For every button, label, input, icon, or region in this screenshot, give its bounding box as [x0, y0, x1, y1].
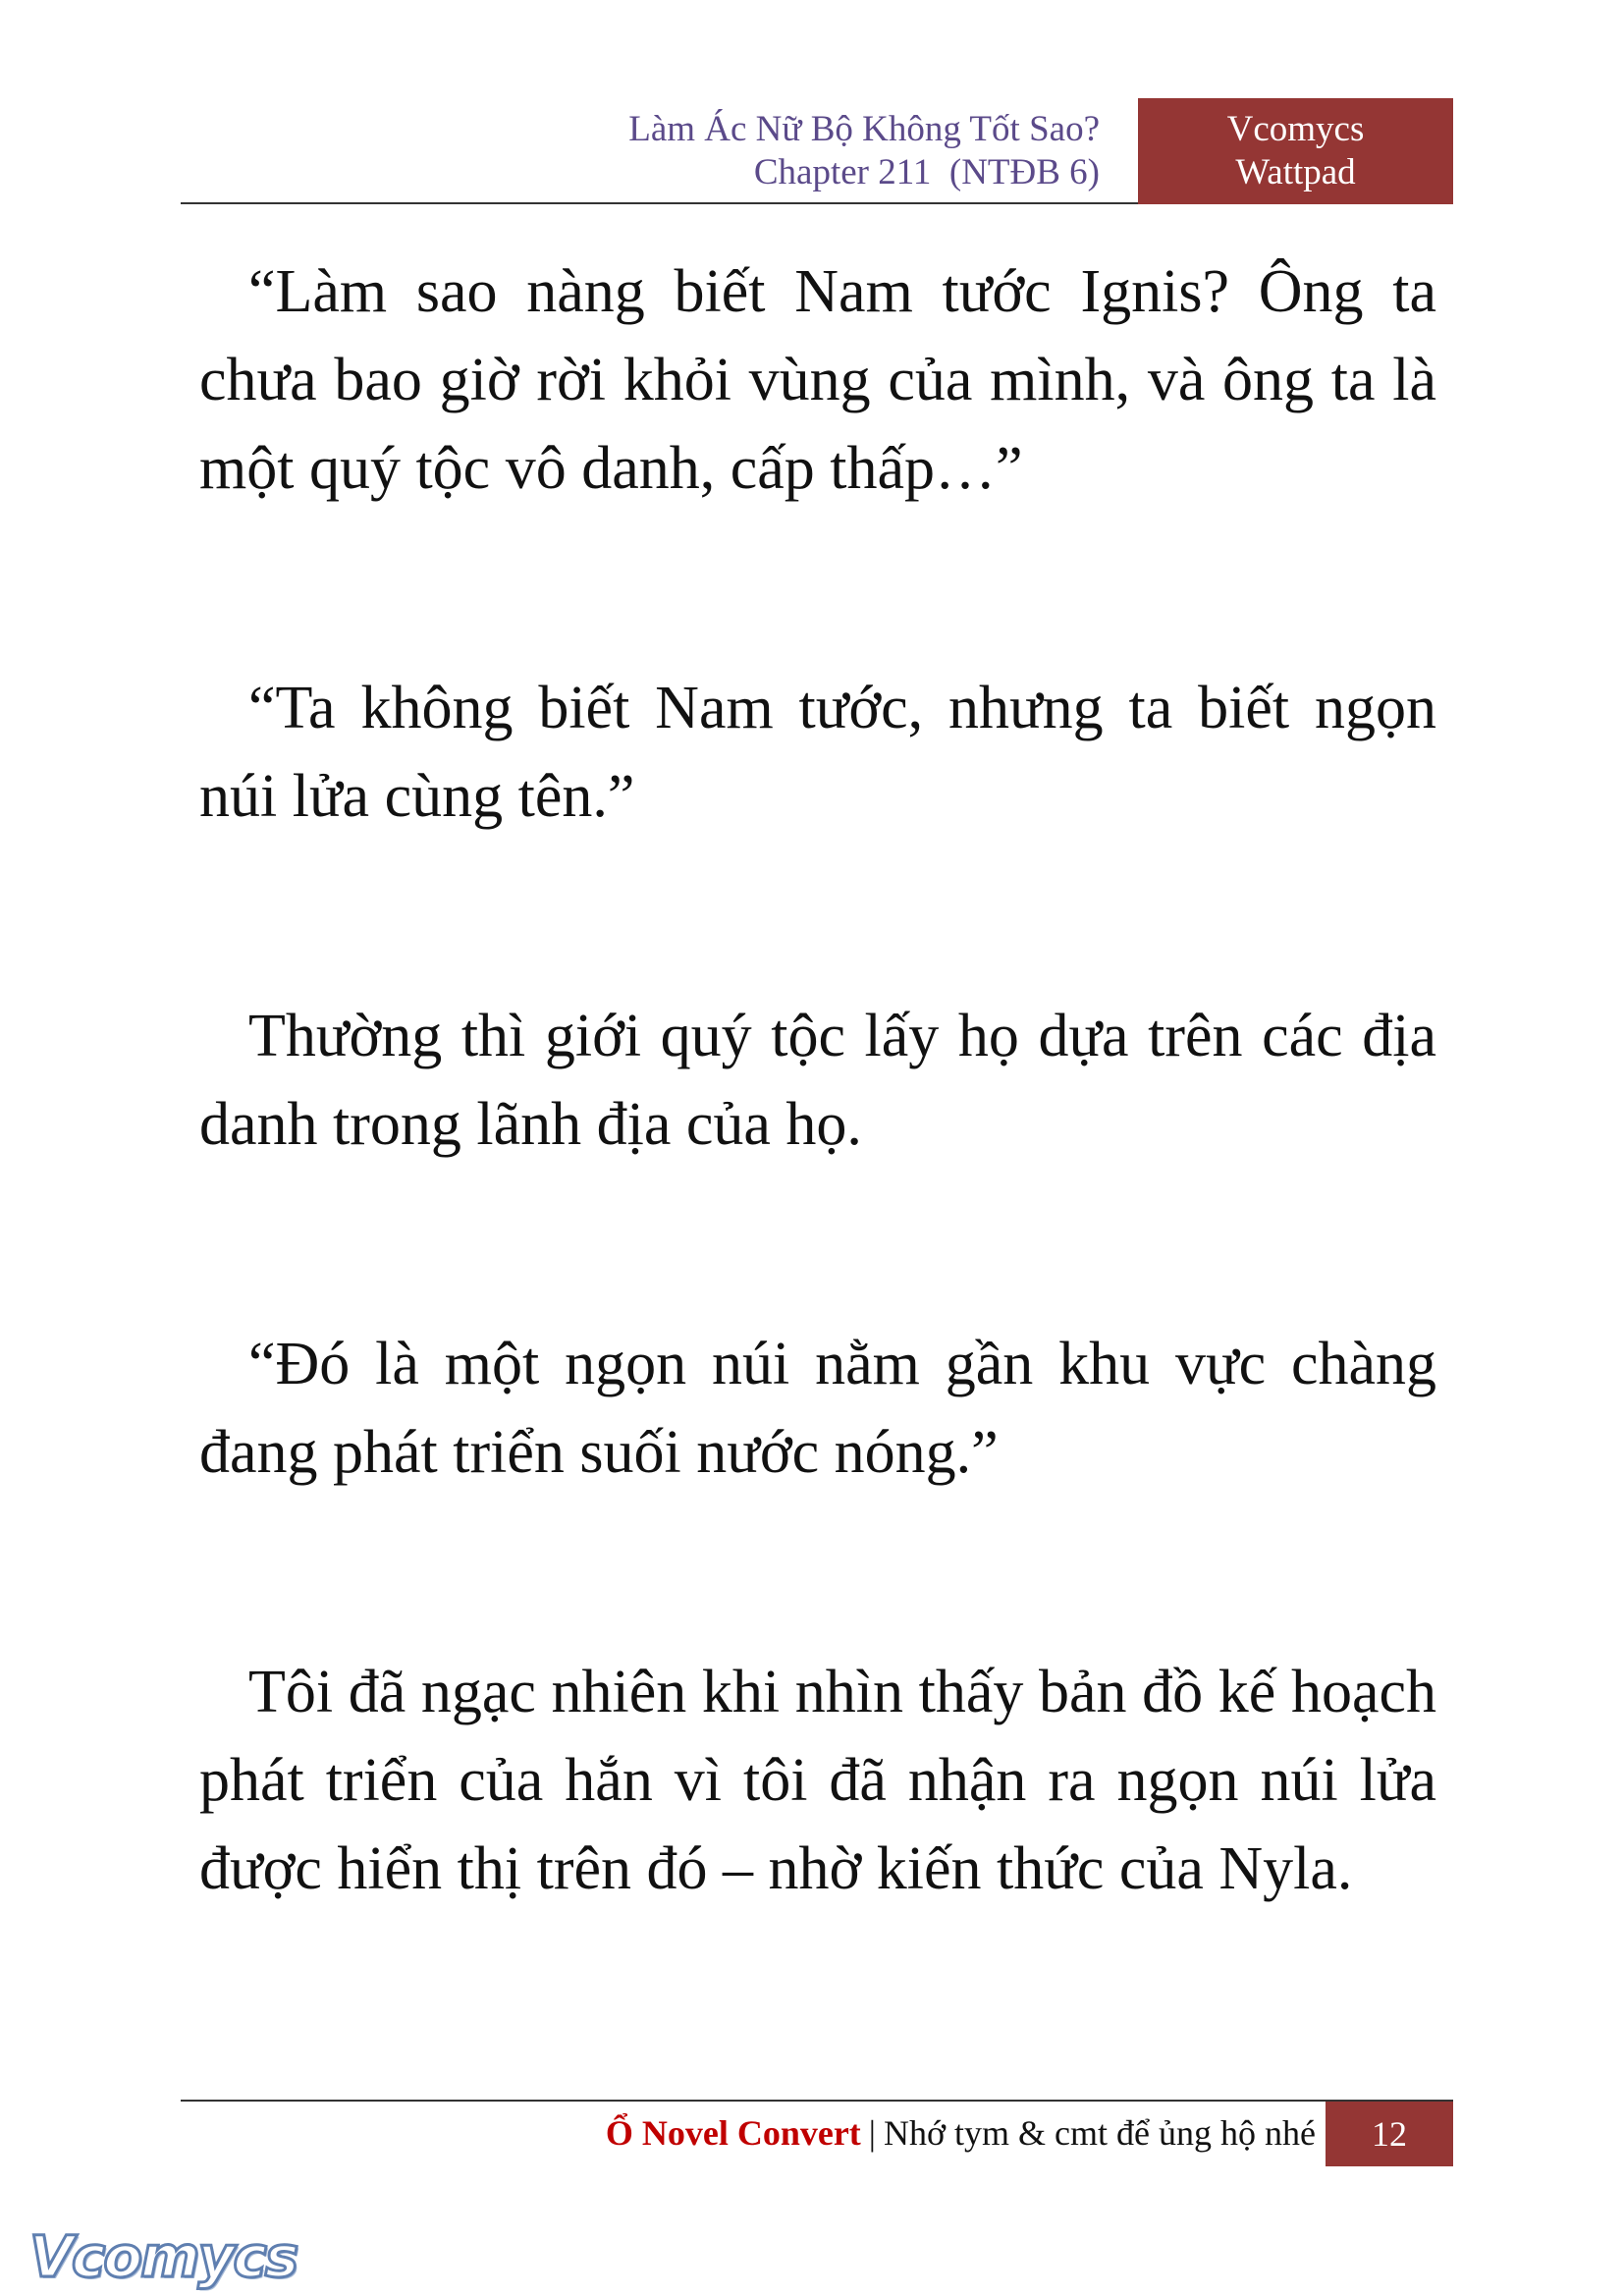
header-divider — [181, 202, 1138, 204]
footer-brand: Ổ Novel Convert — [605, 2113, 861, 2153]
header-titles — [628, 98, 1119, 204]
paragraph-5: Tôi đã ngạc nhiên khi nhìn thấy bản đồ kế hoạch phát triển của hắn vì tôi đã nhận ra ngọn núi lửa được hiển thị trên đó – nhờ kiến thức của Nyla. — [199, 1659, 1436, 1902]
header-box-line2: Wattpad — [1235, 152, 1356, 192]
footer-text — [606, 2100, 1316, 2166]
paragraph-3: Thường thì giới quý tộc lấy họ dựa trên các địa danh trong lãnh địa của họ. — [199, 1003, 1436, 1158]
header-source-box — [1138, 98, 1453, 204]
paragraph-2: “Ta không biết Nam tước, nhưng ta biết ngọn núi lửa cùng tên.” — [199, 675, 1436, 830]
vcomycs-watermark-logo: Vcomycs — [29, 2223, 298, 2290]
footer-note: Nhớ tym & cmt để ủng hộ nhé — [884, 2113, 1316, 2153]
chapter-title: Chapter 211 (NTĐB 6) — [753, 152, 1100, 192]
page-number: 12 — [1326, 2102, 1453, 2166]
page-header — [181, 98, 1453, 204]
footer-separator: | — [868, 2113, 877, 2153]
paragraph-4: “Đó là một ngọn núi nằm gần khu vực chàng đang phát triển suối nước nóng.” — [199, 1331, 1436, 1486]
page-footer — [181, 2100, 1453, 2166]
book-title: Làm Ác Nữ Bộ Không Tốt Sao? — [628, 109, 1100, 149]
paragraph-1: “Làm sao nàng biết Nam tước Ignis? Ông ta chưa bao giờ rời khỏi vùng của mình, và ông ta là một quý tộc vô danh, cấp thấp…” — [199, 258, 1436, 502]
page-content — [199, 247, 1436, 2064]
header-box-line1: Vcomycs — [1226, 109, 1365, 149]
